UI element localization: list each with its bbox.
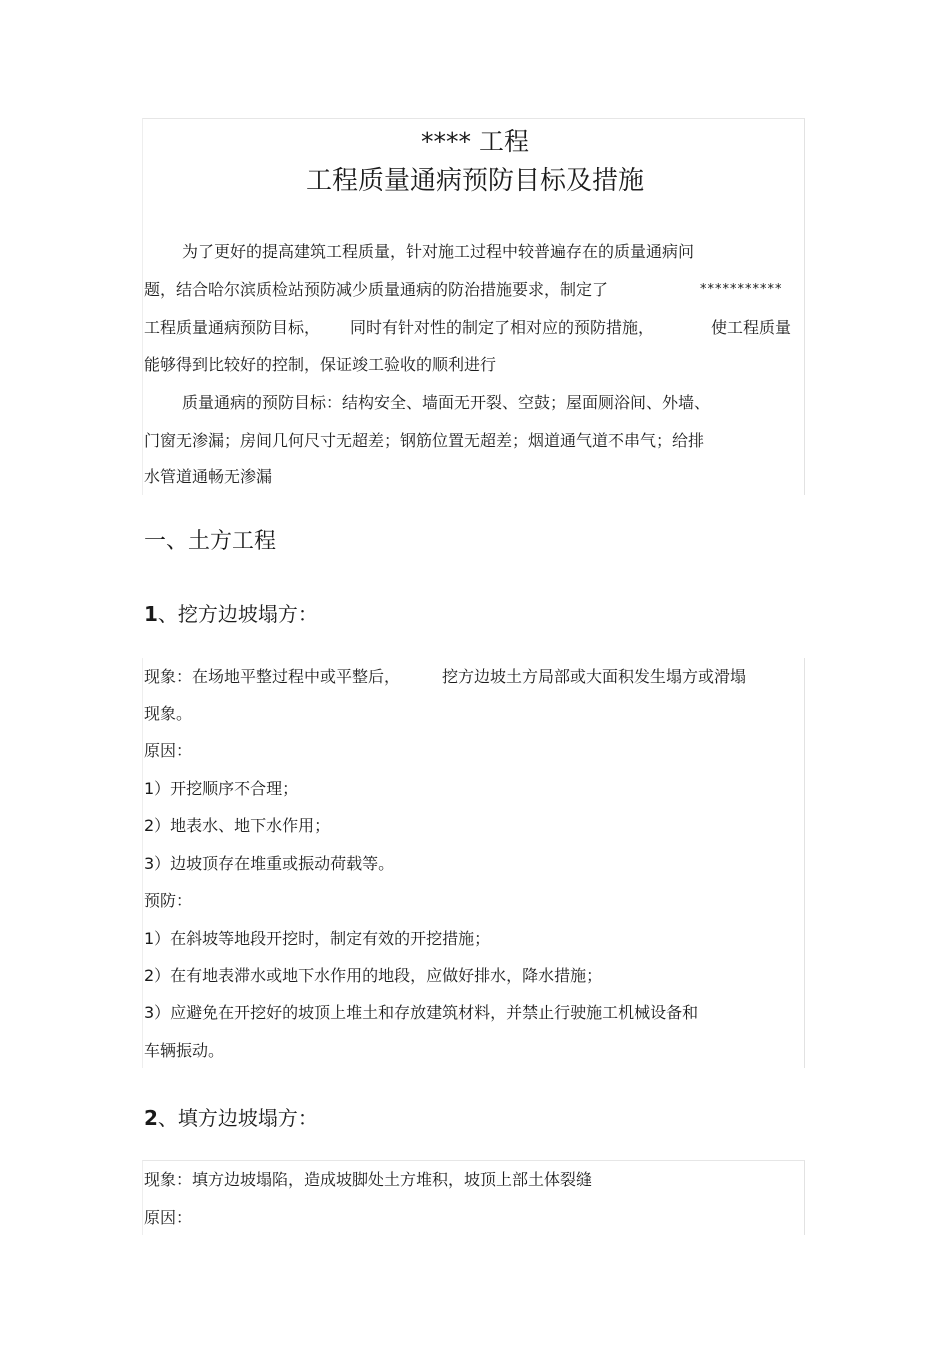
document-title: 工程质量通病预防目标及措施 xyxy=(305,166,644,196)
phenomenon-line-1b: 挖方边坡土方局部或大面积发生塌方或滑塌 xyxy=(442,667,747,686)
section-heading-earthwork: 一、土方工程 xyxy=(144,529,277,554)
cause-item-2: 2）地表水、地下水作用； xyxy=(144,816,331,835)
intro-line-4: 能够得到比较好的控制，保证竣工验收的顺利进行 xyxy=(144,355,497,374)
prevention-label: 预防： xyxy=(144,891,193,910)
subsection-number: 1 xyxy=(144,602,158,626)
phenomenon-line-2: 现象。 xyxy=(144,704,193,723)
project-title: **** 工程 xyxy=(421,127,529,156)
goal-line-2: 门窗无渗漏；房间几何尺寸无超差；钢筋位置无超差；烟道通气道不串气；给排 xyxy=(144,431,705,450)
intro-line-3c: 使工程质量 xyxy=(711,318,792,337)
goal-line-1: 质量通病的预防目标：结构安全、墙面无开裂、空鼓；屋面厕浴间、外墙、 xyxy=(182,393,711,412)
cause-label-2: 原因： xyxy=(144,1208,193,1227)
intro-line-3b: 同时有针对性的制定了相对应的预防措施， xyxy=(350,318,655,337)
subsection-number: 2 xyxy=(144,1106,158,1130)
cause-item-3: 3）边坡顶存在堆重或振动荷载等。 xyxy=(144,854,395,873)
project-name-placeholder: *********** xyxy=(700,282,783,297)
prevention-item-2: 2）在有地表滞水或地下水作用的地段，应做好排水，降水措施； xyxy=(144,966,603,985)
intro-line-3a: 工程质量通病预防目标， xyxy=(144,318,321,337)
subsection-heading-1 xyxy=(144,601,318,627)
subsection-heading-2 xyxy=(144,1105,318,1131)
phenomenon-line-2-1: 现象：填方边坡塌陷，造成坡脚处土方堆积，坡顶上部土体裂缝 xyxy=(144,1170,593,1189)
intro-line-1: 为了更好的提高建筑工程质量，针对施工过程中较普遍存在的质量通病问 xyxy=(182,242,695,261)
subsection-title: 、挖方边坡塌方： xyxy=(157,602,318,626)
prevention-item-3a: 3）应避免在开挖好的坡顶上堆土和存放建筑材料，并禁止行驶施工机械设备和 xyxy=(144,1003,699,1022)
intro-line-2: 题，结合哈尔滨质检站预防减少质量通病的防治措施要求，制定了 xyxy=(144,280,609,299)
goal-line-3: 水管道通畅无渗漏 xyxy=(144,467,273,486)
cause-item-1: 1）开挖顺序不合理； xyxy=(144,779,299,798)
prevention-item-1: 1）在斜坡等地段开挖时，制定有效的开挖措施； xyxy=(144,929,491,948)
prevention-item-3b: 车辆振动。 xyxy=(144,1041,225,1060)
subsection-title: 、填方边坡塌方： xyxy=(157,1106,318,1130)
phenomenon-line-1a: 现象：在场地平整过程中或平整后， xyxy=(144,667,401,686)
cause-label: 原因： xyxy=(144,741,193,760)
